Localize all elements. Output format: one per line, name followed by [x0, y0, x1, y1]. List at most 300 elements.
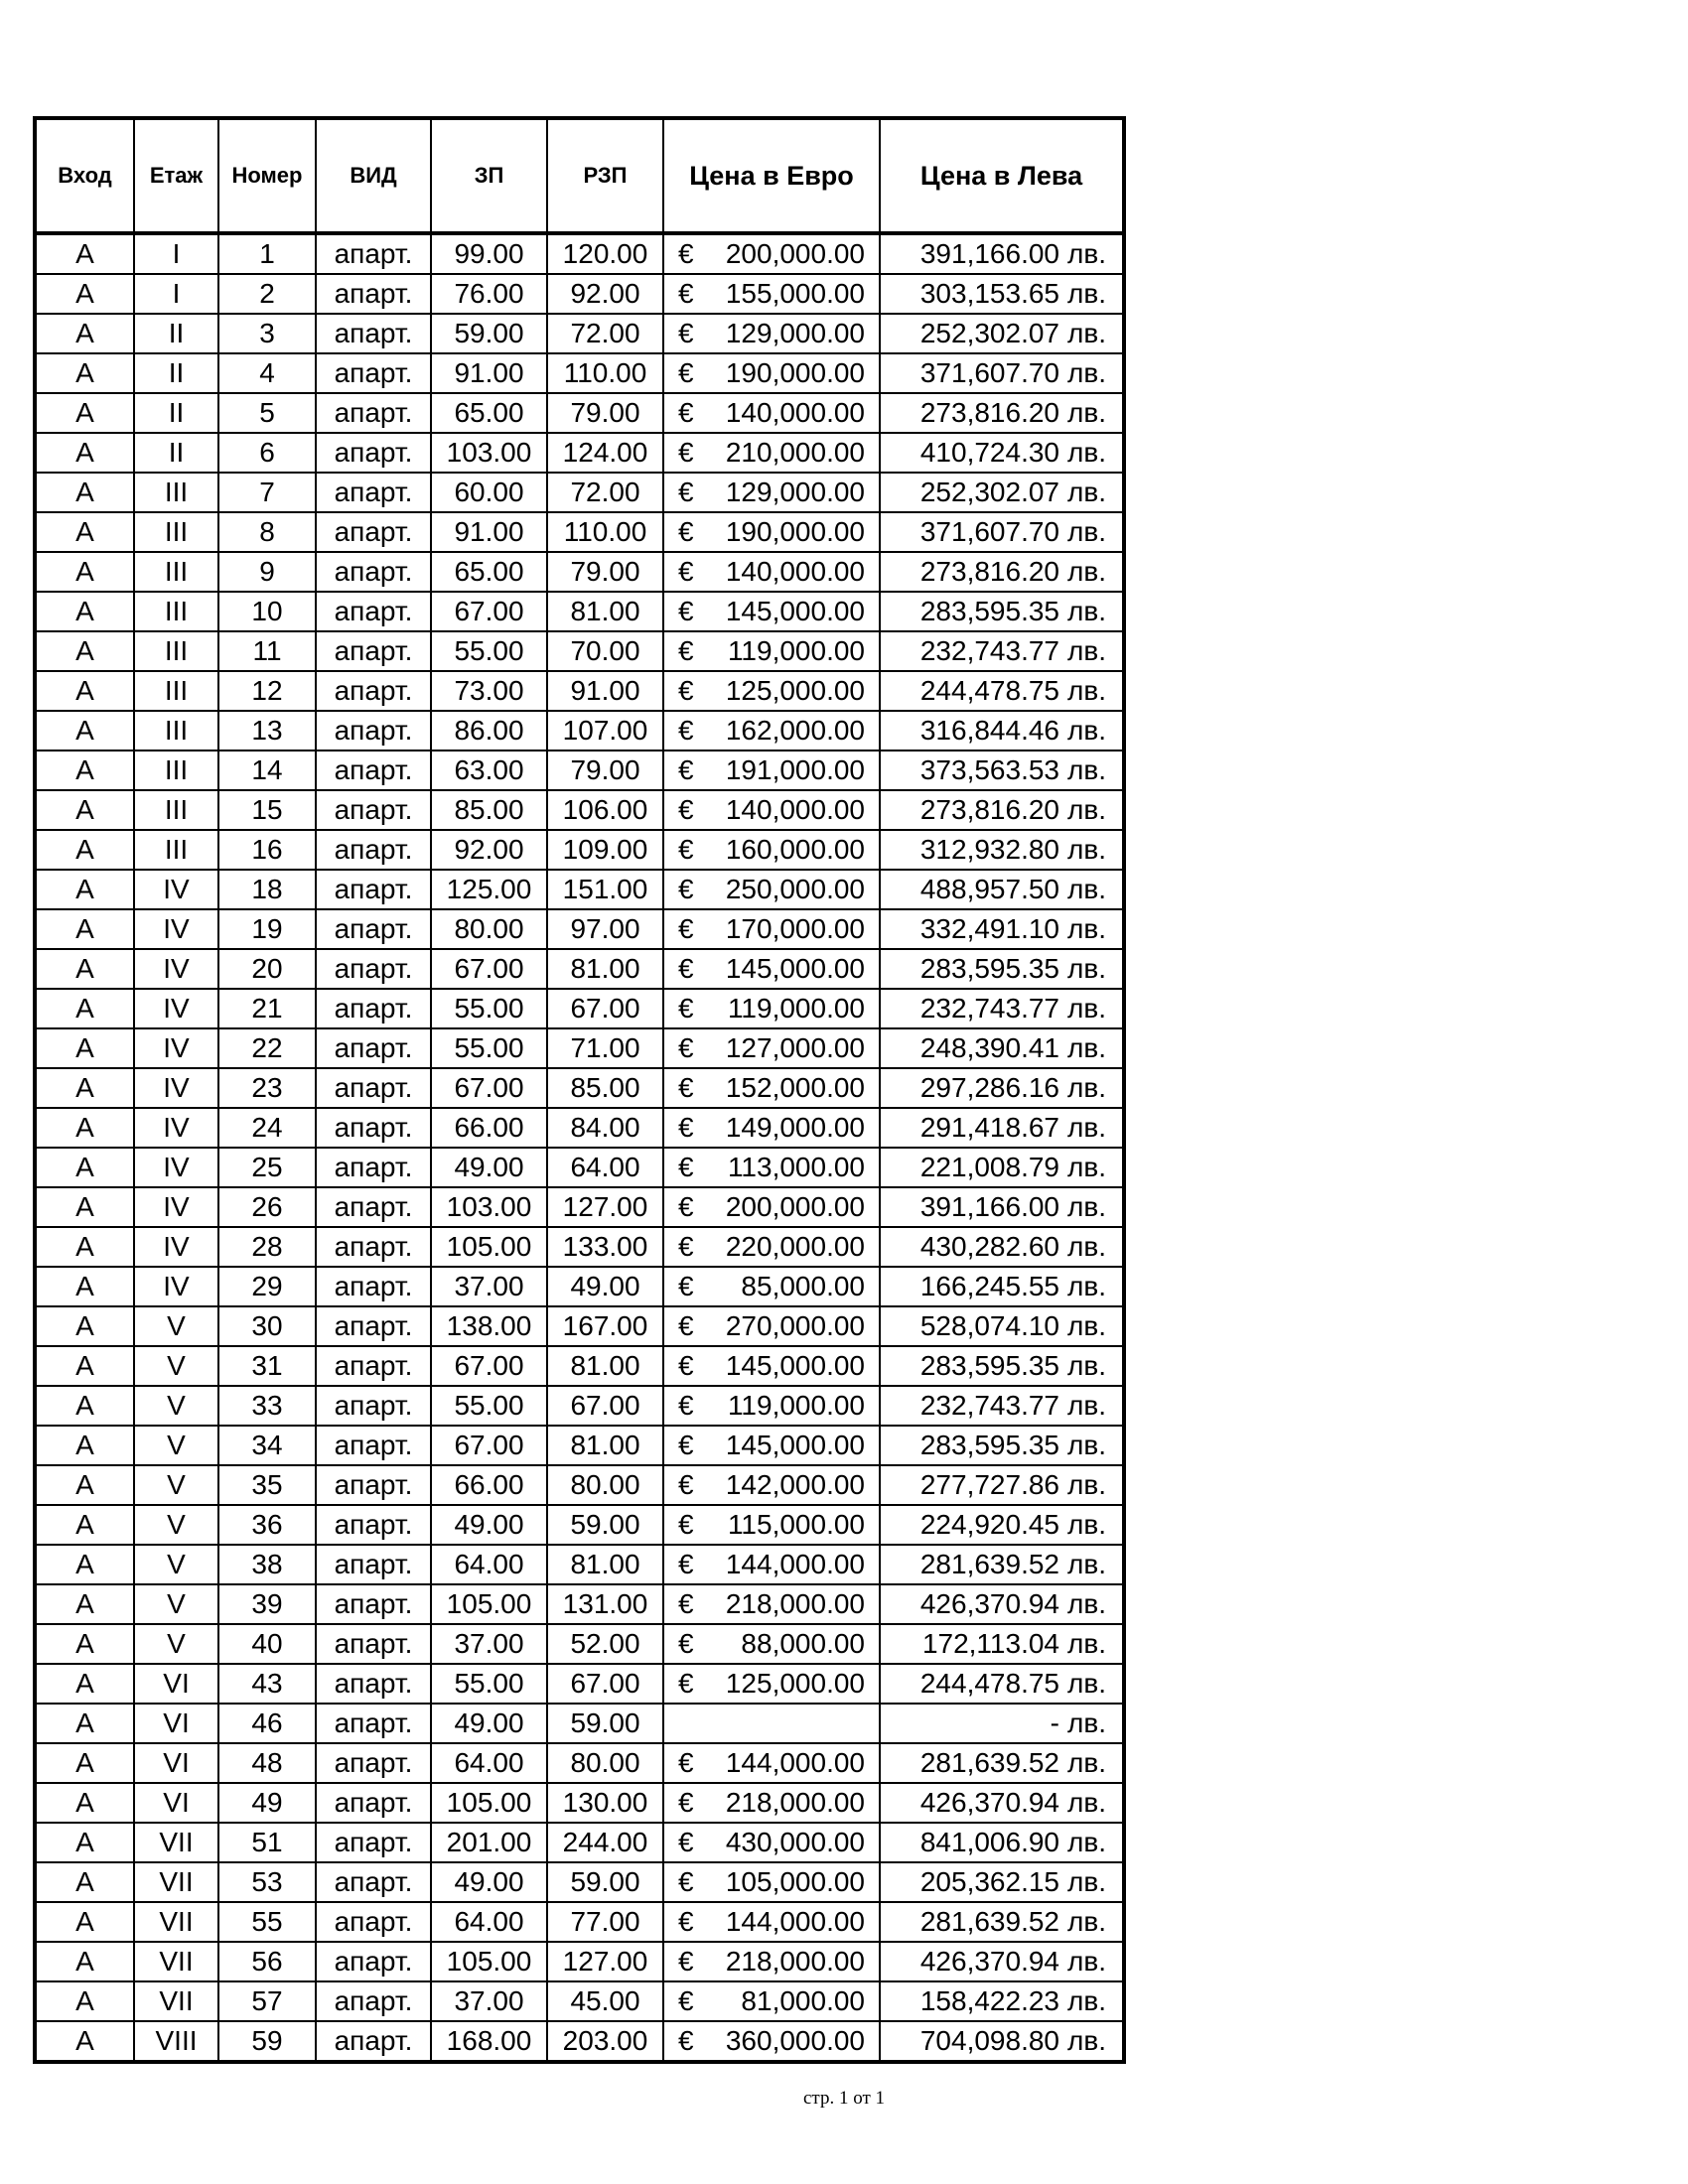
- area-cell: 67.00: [431, 1426, 547, 1465]
- table-row: [35, 1426, 1124, 1465]
- entrance-cell: А: [35, 949, 134, 989]
- number-cell: 21: [218, 989, 316, 1028]
- bgn-unit: лв.: [1067, 1350, 1106, 1381]
- price-bgn-value: 371,607.70: [919, 357, 1059, 388]
- number-cell: 48: [218, 1743, 316, 1783]
- entrance-cell: А: [35, 751, 134, 790]
- table-row: [35, 1743, 1124, 1783]
- price-bgn-value: 158,422.23: [919, 1985, 1059, 2016]
- number-cell: 12: [218, 671, 316, 711]
- euro-sign: €: [678, 1628, 694, 1659]
- table-row: [35, 1862, 1124, 1902]
- bgn-unit: лв.: [1067, 2025, 1106, 2056]
- bgn-unit: лв.: [1067, 794, 1106, 825]
- gross-area-cell: 110.00: [547, 353, 663, 393]
- number-cell: 5: [218, 393, 316, 433]
- table-row: [35, 1704, 1124, 1743]
- euro-sign: €: [678, 1747, 694, 1778]
- price-bgn-value: 283,595.35: [919, 1350, 1059, 1381]
- price-bgn-cell: [880, 1664, 1124, 1704]
- number-cell: 14: [218, 751, 316, 790]
- area-cell: 64.00: [431, 1545, 547, 1584]
- table-row: [35, 433, 1124, 473]
- euro-sign: €: [678, 1946, 694, 1977]
- price-eur-value: 190,000.00: [725, 357, 865, 388]
- euro-sign: €: [678, 278, 694, 309]
- price-bgn-cell: [880, 1743, 1124, 1783]
- area-cell: 92.00: [431, 830, 547, 870]
- price-eur-cell: [663, 1584, 880, 1624]
- price-eur-cell: [663, 1664, 880, 1704]
- number-cell: 59: [218, 2021, 316, 2062]
- floor-cell: V: [134, 1545, 218, 1584]
- price-eur-cell: [663, 751, 880, 790]
- area-cell: 66.00: [431, 1465, 547, 1505]
- area-cell: 67.00: [431, 1068, 547, 1108]
- bgn-unit: лв.: [1067, 477, 1106, 507]
- type-cell: апарт.: [316, 1704, 431, 1743]
- floor-cell: IV: [134, 1028, 218, 1068]
- entrance-cell: А: [35, 314, 134, 353]
- type-cell: апарт.: [316, 592, 431, 631]
- table-row: [35, 1068, 1124, 1108]
- price-eur-value: 119,000.00: [727, 993, 865, 1024]
- gross-area-cell: 81.00: [547, 1545, 663, 1584]
- floor-cell: IV: [134, 909, 218, 949]
- price-bgn-cell: [880, 1545, 1124, 1584]
- price-eur-value: 81,000.00: [741, 1985, 865, 2016]
- entrance-cell: А: [35, 1624, 134, 1664]
- price-bgn-value: 172,113.04: [921, 1628, 1059, 1659]
- price-eur-cell: [663, 274, 880, 314]
- gross-area-cell: 244.00: [547, 1823, 663, 1862]
- table-row: [35, 592, 1124, 631]
- number-cell: 33: [218, 1386, 316, 1426]
- euro-sign: €: [678, 1509, 694, 1540]
- price-bgn-value: 297,286.16: [919, 1072, 1059, 1103]
- area-cell: 37.00: [431, 1981, 547, 2021]
- price-bgn-value: 371,607.70: [919, 516, 1059, 547]
- area-cell: 49.00: [431, 1862, 547, 1902]
- price-bgn-cell: [880, 1108, 1124, 1148]
- price-eur-cell: [663, 1187, 880, 1227]
- area-cell: 138.00: [431, 1306, 547, 1346]
- bgn-unit: лв.: [1067, 278, 1106, 309]
- area-cell: 49.00: [431, 1148, 547, 1187]
- table-row: [35, 631, 1124, 671]
- area-cell: 125.00: [431, 870, 547, 909]
- price-eur-value: 160,000.00: [725, 834, 865, 865]
- entrance-cell: А: [35, 1386, 134, 1426]
- bgn-unit: лв.: [1067, 1430, 1106, 1460]
- type-cell: апарт.: [316, 552, 431, 592]
- floor-cell: VI: [134, 1783, 218, 1823]
- area-cell: 59.00: [431, 314, 547, 353]
- price-bgn-value: 316,844.46: [919, 715, 1059, 746]
- floor-cell: IV: [134, 949, 218, 989]
- table-row: [35, 751, 1124, 790]
- floor-cell: III: [134, 711, 218, 751]
- table-row: [35, 1505, 1124, 1545]
- gross-area-cell: 124.00: [547, 433, 663, 473]
- type-cell: апарт.: [316, 1862, 431, 1902]
- price-eur-cell: [663, 949, 880, 989]
- type-cell: апарт.: [316, 1465, 431, 1505]
- price-bgn-cell: [880, 592, 1124, 631]
- header-type: ВИД: [316, 118, 431, 233]
- area-cell: 86.00: [431, 711, 547, 751]
- price-bgn-value: 528,074.10: [919, 1310, 1059, 1341]
- type-cell: апарт.: [316, 1624, 431, 1664]
- area-cell: 91.00: [431, 512, 547, 552]
- price-bgn-cell: [880, 1227, 1124, 1267]
- price-eur-cell: [663, 433, 880, 473]
- price-bgn-value: 283,595.35: [919, 953, 1059, 984]
- gross-area-cell: 79.00: [547, 393, 663, 433]
- euro-sign: €: [678, 1866, 694, 1897]
- gross-area-cell: 130.00: [547, 1783, 663, 1823]
- price-bgn-value: -: [1050, 1707, 1059, 1738]
- entrance-cell: А: [35, 1465, 134, 1505]
- price-eur-value: 119,000.00: [727, 1390, 865, 1421]
- price-bgn-cell: [880, 1187, 1124, 1227]
- euro-sign: €: [678, 675, 694, 706]
- entrance-cell: А: [35, 1187, 134, 1227]
- price-eur-value: 140,000.00: [725, 556, 865, 587]
- price-bgn-cell: [880, 1862, 1124, 1902]
- entrance-cell: А: [35, 870, 134, 909]
- gross-area-cell: 81.00: [547, 949, 663, 989]
- price-eur-value: 127,000.00: [725, 1032, 865, 1063]
- bgn-unit: лв.: [1067, 874, 1106, 904]
- gross-area-cell: 59.00: [547, 1505, 663, 1545]
- floor-cell: IV: [134, 1068, 218, 1108]
- type-cell: апарт.: [316, 393, 431, 433]
- price-eur-cell: [663, 1267, 880, 1306]
- euro-sign: €: [678, 437, 694, 468]
- entrance-cell: А: [35, 1267, 134, 1306]
- price-bgn-cell: [880, 1584, 1124, 1624]
- price-eur-cell: [663, 1426, 880, 1465]
- price-eur-cell: [663, 711, 880, 751]
- price-eur-value: 125,000.00: [725, 675, 865, 706]
- number-cell: 57: [218, 1981, 316, 2021]
- price-bgn-value: 277,727.86: [919, 1469, 1059, 1500]
- price-bgn-value: 303,153.65: [919, 278, 1059, 309]
- gross-area-cell: 133.00: [547, 1227, 663, 1267]
- area-cell: 55.00: [431, 989, 547, 1028]
- price-eur-value: 115,000.00: [727, 1509, 865, 1540]
- price-eur-cell: [663, 1068, 880, 1108]
- floor-cell: III: [134, 751, 218, 790]
- price-eur-cell: [663, 1545, 880, 1584]
- price-bgn-cell: [880, 393, 1124, 433]
- area-cell: 49.00: [431, 1704, 547, 1743]
- price-bgn-value: 430,282.60: [919, 1231, 1059, 1262]
- price-eur-value: 140,000.00: [725, 794, 865, 825]
- bgn-unit: лв.: [1067, 913, 1106, 944]
- price-bgn-cell: [880, 830, 1124, 870]
- number-cell: 56: [218, 1942, 316, 1981]
- table-row: [35, 1187, 1124, 1227]
- bgn-unit: лв.: [1067, 1985, 1106, 2016]
- floor-cell: V: [134, 1346, 218, 1386]
- area-cell: 105.00: [431, 1783, 547, 1823]
- gross-area-cell: 107.00: [547, 711, 663, 751]
- bgn-unit: лв.: [1067, 1072, 1106, 1103]
- entrance-cell: А: [35, 1902, 134, 1942]
- price-eur-cell: [663, 1743, 880, 1783]
- area-cell: 73.00: [431, 671, 547, 711]
- euro-sign: €: [678, 1390, 694, 1421]
- price-eur-cell: [663, 790, 880, 830]
- type-cell: апарт.: [316, 1942, 431, 1981]
- floor-cell: V: [134, 1584, 218, 1624]
- price-bgn-cell: [880, 631, 1124, 671]
- price-eur-value: 250,000.00: [725, 874, 865, 904]
- gross-area-cell: 59.00: [547, 1862, 663, 1902]
- price-bgn-value: 426,370.94: [919, 1588, 1059, 1619]
- price-bgn-cell: [880, 512, 1124, 552]
- floor-cell: VII: [134, 1823, 218, 1862]
- table-row: [35, 1267, 1124, 1306]
- bgn-unit: лв.: [1067, 635, 1106, 666]
- table-row: [35, 1148, 1124, 1187]
- gross-area-cell: 64.00: [547, 1148, 663, 1187]
- price-bgn-cell: [880, 1465, 1124, 1505]
- price-bgn-value: 232,743.77: [919, 1390, 1059, 1421]
- type-cell: апарт.: [316, 1306, 431, 1346]
- table-row: [35, 1942, 1124, 1981]
- table-row: [35, 1465, 1124, 1505]
- price-bgn-cell: [880, 233, 1124, 274]
- floor-cell: V: [134, 1465, 218, 1505]
- number-cell: 25: [218, 1148, 316, 1187]
- price-eur-value: 88,000.00: [741, 1628, 865, 1659]
- type-cell: апарт.: [316, 1981, 431, 2021]
- bgn-unit: лв.: [1067, 1588, 1106, 1619]
- euro-sign: €: [678, 834, 694, 865]
- number-cell: 19: [218, 909, 316, 949]
- floor-cell: I: [134, 233, 218, 274]
- euro-sign: €: [678, 1985, 694, 2016]
- area-cell: 91.00: [431, 353, 547, 393]
- type-cell: апарт.: [316, 830, 431, 870]
- entrance-cell: А: [35, 274, 134, 314]
- entrance-cell: А: [35, 671, 134, 711]
- price-eur-value: 430,000.00: [725, 1827, 865, 1857]
- bgn-unit: лв.: [1067, 596, 1106, 626]
- table-row: [35, 314, 1124, 353]
- gross-area-cell: 91.00: [547, 671, 663, 711]
- price-eur-value: 105,000.00: [725, 1866, 865, 1897]
- type-cell: апарт.: [316, 233, 431, 274]
- bgn-unit: лв.: [1067, 238, 1106, 269]
- price-bgn-cell: [880, 433, 1124, 473]
- euro-sign: €: [678, 794, 694, 825]
- area-cell: 99.00: [431, 233, 547, 274]
- entrance-cell: А: [35, 233, 134, 274]
- gross-area-cell: 52.00: [547, 1624, 663, 1664]
- price-eur-cell: [663, 1386, 880, 1426]
- table-row: [35, 1306, 1124, 1346]
- price-bgn-value: 221,008.79: [919, 1152, 1059, 1182]
- type-cell: апарт.: [316, 353, 431, 393]
- number-cell: 36: [218, 1505, 316, 1545]
- price-bgn-cell: [880, 1981, 1124, 2021]
- area-cell: 64.00: [431, 1902, 547, 1942]
- gross-area-cell: 81.00: [547, 1426, 663, 1465]
- price-bgn-value: 391,166.00: [919, 1191, 1059, 1222]
- table-row: [35, 711, 1124, 751]
- type-cell: апарт.: [316, 870, 431, 909]
- number-cell: 30: [218, 1306, 316, 1346]
- entrance-cell: А: [35, 1426, 134, 1465]
- entrance-cell: А: [35, 512, 134, 552]
- price-eur-cell: [663, 233, 880, 274]
- euro-sign: €: [678, 1469, 694, 1500]
- floor-cell: III: [134, 552, 218, 592]
- price-bgn-value: 488,957.50: [919, 874, 1059, 904]
- price-eur-cell: [663, 909, 880, 949]
- price-bgn-cell: [880, 353, 1124, 393]
- number-cell: 11: [218, 631, 316, 671]
- price-eur-value: 170,000.00: [725, 913, 865, 944]
- floor-cell: II: [134, 314, 218, 353]
- entrance-cell: А: [35, 1346, 134, 1386]
- bgn-unit: лв.: [1067, 675, 1106, 706]
- euro-sign: €: [678, 953, 694, 984]
- table-row: [35, 512, 1124, 552]
- table-row: [35, 989, 1124, 1028]
- type-cell: апарт.: [316, 1227, 431, 1267]
- price-bgn-value: 244,478.75: [919, 675, 1059, 706]
- price-eur-value: 155,000.00: [725, 278, 865, 309]
- apartment-price-table: [33, 116, 1126, 2064]
- price-eur-value: 113,000.00: [727, 1152, 865, 1182]
- page-number: стр. 1 от 1: [802, 2088, 886, 2109]
- price-eur-cell: [663, 1148, 880, 1187]
- bgn-unit: лв.: [1067, 1707, 1106, 1738]
- euro-sign: €: [678, 2025, 694, 2056]
- area-cell: 37.00: [431, 1624, 547, 1664]
- price-eur-value: 142,000.00: [725, 1469, 865, 1500]
- area-cell: 60.00: [431, 473, 547, 512]
- number-cell: 1: [218, 233, 316, 274]
- header-row: [35, 118, 1124, 233]
- floor-cell: V: [134, 1426, 218, 1465]
- price-bgn-value: 410,724.30: [919, 437, 1059, 468]
- price-bgn-value: 273,816.20: [919, 397, 1059, 428]
- type-cell: апарт.: [316, 1505, 431, 1545]
- gross-area-cell: 72.00: [547, 473, 663, 512]
- bgn-unit: лв.: [1067, 834, 1106, 865]
- gross-area-cell: 151.00: [547, 870, 663, 909]
- price-eur-value: 119,000.00: [727, 635, 865, 666]
- type-cell: апарт.: [316, 1187, 431, 1227]
- header-price-bgn: Цена в Лева: [880, 118, 1124, 233]
- number-cell: 23: [218, 1068, 316, 1108]
- bgn-unit: лв.: [1067, 397, 1106, 428]
- gross-area-cell: 79.00: [547, 751, 663, 790]
- price-eur-cell: [663, 1704, 880, 1743]
- type-cell: апарт.: [316, 1108, 431, 1148]
- entrance-cell: А: [35, 393, 134, 433]
- entrance-cell: А: [35, 790, 134, 830]
- type-cell: апарт.: [316, 1386, 431, 1426]
- price-bgn-cell: [880, 1267, 1124, 1306]
- price-bgn-value: 232,743.77: [919, 635, 1059, 666]
- table-row: [35, 671, 1124, 711]
- bgn-unit: лв.: [1067, 1152, 1106, 1182]
- euro-sign: €: [678, 1827, 694, 1857]
- type-cell: апарт.: [316, 274, 431, 314]
- gross-area-cell: 77.00: [547, 1902, 663, 1942]
- entrance-cell: А: [35, 989, 134, 1028]
- number-cell: 9: [218, 552, 316, 592]
- bgn-unit: лв.: [1067, 1032, 1106, 1063]
- price-eur-cell: [663, 592, 880, 631]
- floor-cell: II: [134, 353, 218, 393]
- entrance-cell: А: [35, 473, 134, 512]
- price-eur-cell: [663, 512, 880, 552]
- euro-sign: €: [678, 596, 694, 626]
- bgn-unit: лв.: [1067, 1946, 1106, 1977]
- price-bgn-value: 426,370.94: [919, 1946, 1059, 1977]
- price-eur-value: 210,000.00: [725, 437, 865, 468]
- price-eur-cell: [663, 1028, 880, 1068]
- euro-sign: €: [678, 913, 694, 944]
- type-cell: апарт.: [316, 909, 431, 949]
- gross-area-cell: 49.00: [547, 1267, 663, 1306]
- price-bgn-cell: [880, 274, 1124, 314]
- price-bgn-cell: [880, 1346, 1124, 1386]
- gross-area-cell: 59.00: [547, 1704, 663, 1743]
- price-eur-cell: [663, 1306, 880, 1346]
- area-cell: 103.00: [431, 1187, 547, 1227]
- price-eur-cell: [663, 1902, 880, 1942]
- price-bgn-cell: [880, 1902, 1124, 1942]
- price-eur-value: 360,000.00: [725, 2025, 865, 2056]
- area-cell: 67.00: [431, 592, 547, 631]
- floor-cell: III: [134, 473, 218, 512]
- floor-cell: V: [134, 1306, 218, 1346]
- area-cell: 65.00: [431, 393, 547, 433]
- price-eur-value: 145,000.00: [725, 1350, 865, 1381]
- gross-area-cell: 45.00: [547, 1981, 663, 2021]
- number-cell: 49: [218, 1783, 316, 1823]
- entrance-cell: А: [35, 433, 134, 473]
- number-cell: 10: [218, 592, 316, 631]
- price-eur-cell: [663, 1227, 880, 1267]
- type-cell: апарт.: [316, 631, 431, 671]
- price-eur-cell: [663, 1465, 880, 1505]
- number-cell: 29: [218, 1267, 316, 1306]
- price-eur-value: 149,000.00: [725, 1112, 865, 1143]
- number-cell: 4: [218, 353, 316, 393]
- price-bgn-value: 232,743.77: [919, 993, 1059, 1024]
- price-bgn-cell: [880, 1068, 1124, 1108]
- number-cell: 31: [218, 1346, 316, 1386]
- price-bgn-value: 252,302.07: [919, 318, 1059, 348]
- table-row: [35, 2021, 1124, 2062]
- bgn-unit: лв.: [1067, 1906, 1106, 1937]
- type-cell: апарт.: [316, 751, 431, 790]
- number-cell: 46: [218, 1704, 316, 1743]
- price-bgn-value: 841,006.90: [919, 1827, 1059, 1857]
- area-cell: 37.00: [431, 1267, 547, 1306]
- entrance-cell: А: [35, 909, 134, 949]
